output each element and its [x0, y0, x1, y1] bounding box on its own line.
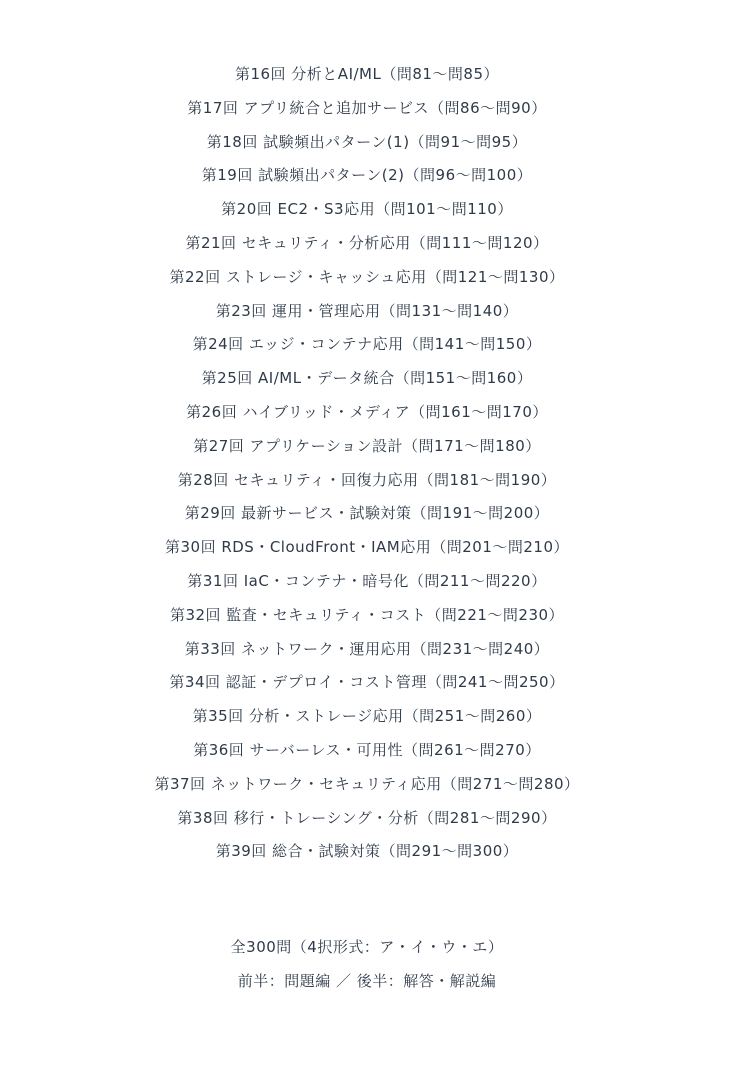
table-of-contents	[0, 58, 734, 869]
toc-item: 第36回 サーバーレス・可用性（問261～問270）	[193, 740, 541, 759]
toc-item: 第26回 ハイブリッド・メディア（問161～問170）	[186, 402, 548, 421]
toc-item: 第18回 試験頻出パターン(1)（問91～問95）	[206, 132, 528, 151]
toc-item: 第37回 ネットワーク・セキュリティ応用（問271～問280）	[154, 774, 580, 793]
toc-item: 第34回 認証・デプロイ・コスト管理（問241～問250）	[169, 673, 565, 692]
toc-item: 第32回 監査・セキュリティ・コスト（問221～問230）	[169, 605, 565, 624]
toc-item: 第27回 アプリケーション設計（問171～問180）	[193, 436, 541, 455]
toc-item: 第19回 試験頻出パターン(2)（問96～問100）	[201, 166, 533, 185]
toc-item: 第16回 分析とAI/ML（問81～問85）	[234, 65, 500, 83]
toc-item: 第17回 アプリ統合と追加サービス（問86～問90）	[187, 98, 547, 117]
toc-item: 第21回 セキュリティ・分析応用（問111～問120）	[185, 233, 549, 252]
toc-item: 第24回 エッジ・コンテナ応用（問141～問150）	[192, 335, 542, 354]
toc-item: 第33回 ネットワーク・運用応用（問231～問240）	[184, 639, 550, 658]
toc-item: 第28回 セキュリティ・回復力応用（問181～問190）	[177, 470, 557, 489]
toc-item: 第31回 IaC・コンテナ・暗号化（問211～問220）	[187, 571, 547, 590]
toc-item: 第23回 運用・管理応用（問131～問140）	[215, 301, 519, 320]
toc-item: 第30回 RDS・CloudFront・IAM応用（問201～問210）	[164, 538, 570, 557]
toc-item: 第22回 ストレージ・キャッシュ応用（問121～問130）	[169, 267, 565, 286]
book-summary	[0, 930, 734, 998]
toc-item: 第38回 移行・トレーシング・分析（問281～問290）	[177, 808, 557, 827]
book-structure-text: 前半：問題編 ／ 後半：解答・解説編	[237, 972, 497, 990]
toc-item: 第25回 AI/ML・データ統合（問151～問160）	[201, 369, 533, 388]
total-questions-text: 全300問（4択形式：ア・イ・ウ・エ）	[230, 938, 504, 956]
toc-item: 第39回 総合・試験対策（問291～問300）	[215, 842, 519, 861]
toc-item: 第20回 EC2・S3応用（問101～問110）	[221, 200, 513, 219]
toc-item: 第35回 分析・ストレージ応用（問251～問260）	[192, 707, 542, 726]
toc-item: 第29回 最新サービス・試験対策（問191～問200）	[184, 504, 550, 523]
